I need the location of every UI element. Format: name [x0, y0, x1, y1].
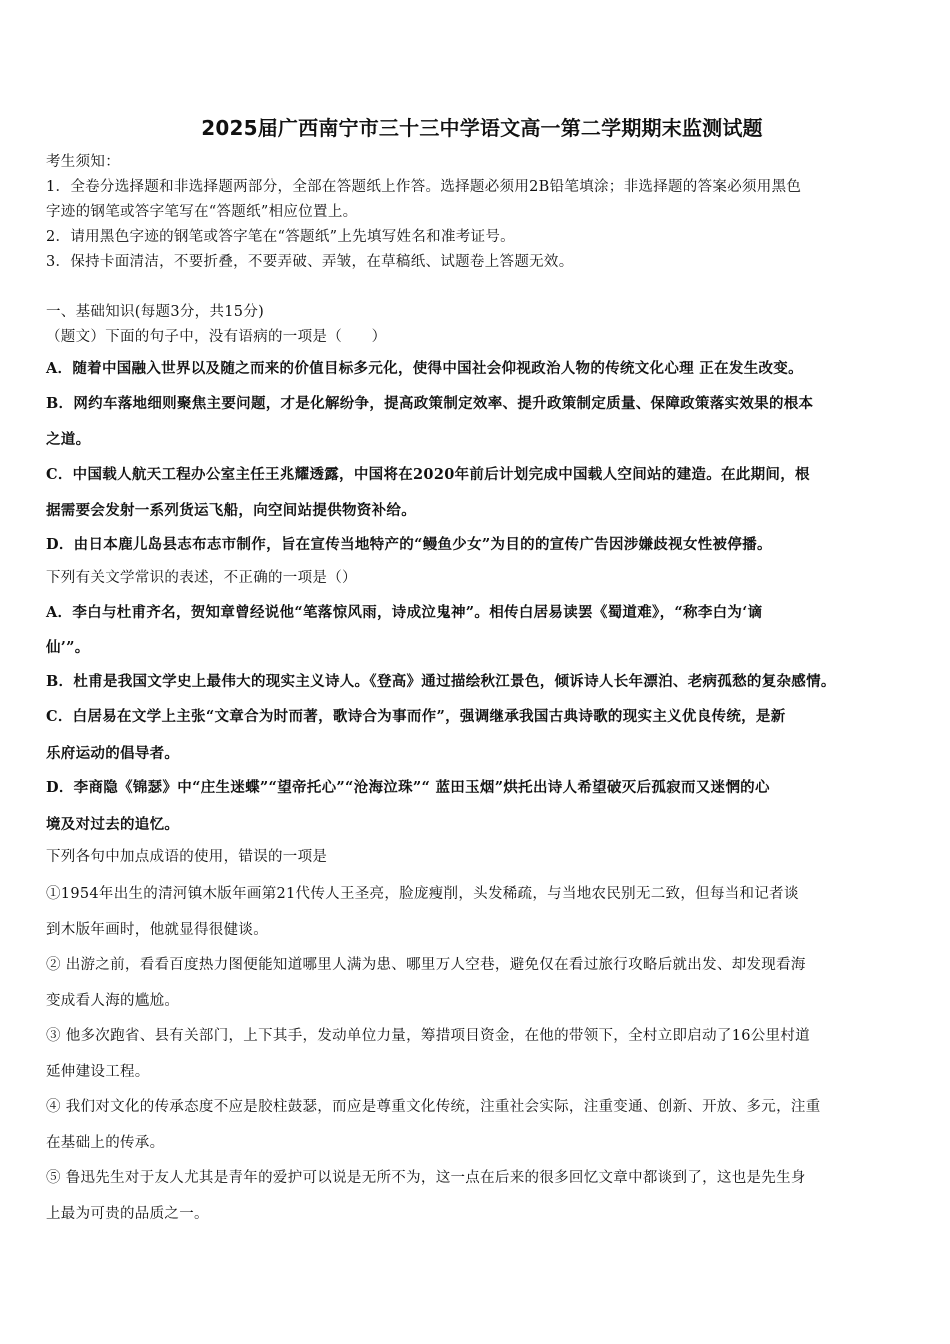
- notice-line: 字迹的钢笔或答字笔写在“答题纸”相应位置上。: [46, 204, 358, 220]
- notice-line: 1．全卷分选择题和非选择题两部分，全部在答题纸上作答。选择题必须用2B铅笔填涂；非选择题的答案必须用黑色: [46, 179, 802, 195]
- option-b: B．杜甫是我国文学史上最伟大的现实主义诗人。《登高》通过描绘秋江景色，倾诉诗人长年漂泊、老病孤愁的复杂感情。: [46, 673, 836, 690]
- option-c-cont: 据需要会发射一系列货运飞船，向空间站提供物资补给。: [46, 502, 416, 519]
- section-heading: 一、基础知识(每题3分，共15分): [46, 304, 265, 320]
- sentence-2: ② 出游之前，看看百度热力图便能知道哪里人满为患、哪里万人空巷，避免仅在看过旅行攻略后就出发、却发现看海: [46, 957, 806, 973]
- option-c-cont: 乐府运动的倡导者。: [46, 745, 180, 762]
- option-a-cont: 仙’”。: [46, 639, 90, 656]
- sentence-4-cont: 在基础上的传承。: [46, 1135, 165, 1151]
- sentence-1: ①1954年出生的清河镇木版年画第21代传人王圣亮，脸庞瘦削，头发稀疏，与当地农民别无二致，但每当和记者谈: [46, 886, 799, 902]
- question-stem: （题文）下面的句子中，没有语病的一项是（ ）: [46, 329, 387, 345]
- option-d-cont: 境及对过去的追忆。: [46, 816, 180, 833]
- sentence-2-cont: 变成看人海的尴尬。: [46, 993, 180, 1009]
- notice-line: 3．保持卡面清洁，不要折叠，不要弄破、弄皱，在草稿纸、试题卷上答题无效。: [46, 254, 574, 270]
- sentence-3: ③ 他多次跑省、县有关部门，上下其手，发动单位力量，筹措项目资金，在他的带领下，全村立即启动了16公里村道: [46, 1028, 810, 1044]
- option-a: A．李白与杜甫齐名，贺知章曾经说他“笔落惊风雨，诗成泣鬼神”。相传白居易读罢《蜀道难》，“称李白为‘谪: [46, 604, 763, 621]
- sentence-5: ⑤ 鲁迅先生对于友人尤其是青年的爱护可以说是无所不为，这一点在后来的很多回忆文章中都谈到了，这也是先生身: [46, 1170, 806, 1186]
- option-b: B．网约车落地细则聚焦主要问题，才是化解纷争，提高政策制定效率、提升政策制定质量、保障政策落实效果的根本: [46, 395, 814, 412]
- option-d: D．李商隐《锦瑟》中“庄生迷蝶”“望帝托心”“沧海泣珠”“ 蓝田玉烟”烘托出诗人希望破灭后孤寂而又迷惘的心: [46, 779, 770, 796]
- sentence-4: ④ 我们对文化的传承态度不应是胶柱鼓瑟，而应是尊重文化传统，注重社会实际，注重变通、创新、开放、多元，注重: [46, 1099, 821, 1115]
- option-a: A．随着中国融入世界以及随之而来的价值目标多元化，使得中国社会仰视政治人物的传统文化心理 正在发生改变。: [46, 360, 803, 377]
- notice-line: 2．请用黑色字迹的钢笔或答字笔在“答题纸”上先填写姓名和准考证号。: [46, 229, 515, 245]
- page-title: 2025届广西南宁市三十三中学语文高一第二学期期末监测试题: [201, 116, 763, 140]
- notice-heading: 考生须知：: [46, 154, 120, 170]
- option-b-cont: 之道。: [46, 431, 91, 448]
- question-stem: 下列有关文学常识的表述，不正确的一项是（）: [46, 570, 357, 586]
- option-d: D．由日本鹿儿岛县志布志市制作，旨在宣传当地特产的“鳗鱼少女”为目的的宣传广告因涉嫌歧视女性被停播。: [46, 536, 772, 553]
- option-c: C．中国载人航天工程办公室主任王兆耀透露，中国将在2020年前后计划完成中国载人空间站的建造。在此期间，根: [46, 466, 810, 483]
- sentence-5-cont: 上最为可贵的品质之一。: [46, 1206, 209, 1222]
- option-c: C．白居易在文学上主张“文章合为时而著，歌诗合为事而作”，强调继承我国古典诗歌的现实主义优良传统，是新: [46, 708, 786, 725]
- question-stem: 下列各句中加点成语的使用，错误的一项是: [46, 849, 328, 865]
- sentence-3-cont: 延伸建设工程。: [46, 1064, 150, 1080]
- sentence-1-cont: 到木版年画时，他就显得很健谈。: [46, 922, 268, 938]
